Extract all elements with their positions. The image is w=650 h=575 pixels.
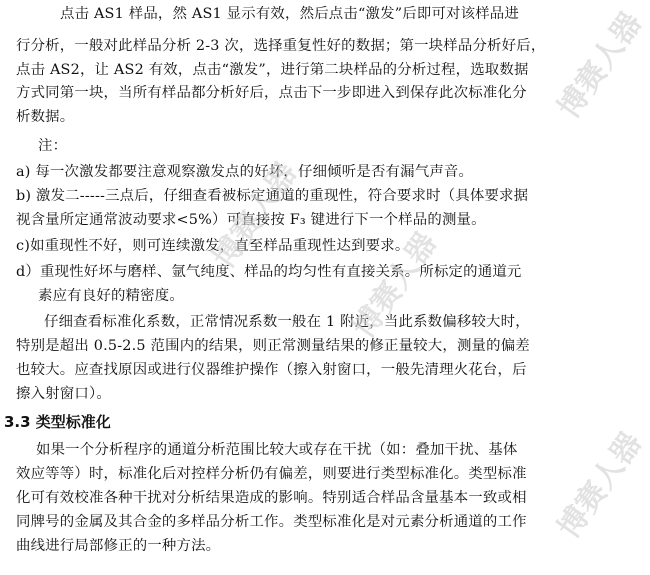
note-item-d: d）重现性好坏与磨样、氩气纯度、样品的均匀性有直接关系。所标定的通道元 <box>16 264 522 280</box>
text-line: 特别是超出 0.5-2.5 范围内的结果，则正常测量结果的修正量较大，测量的偏差 <box>16 338 530 354</box>
text-line: 效应等等）时，标准化后对控样分析仍有偏差，则要进行类型标准化。类型标准 <box>16 466 527 482</box>
watermark-text: 博赛人器 <box>551 426 650 545</box>
note-item-b: b) 激发二-----三点后，仔细查看被标定通道的重现性，符合要求时（具体要求据 <box>16 188 529 204</box>
note-item-a: a) 每一次激发都要注意观察激发点的好坏，仔细倾听是否有漏气声音。 <box>16 164 474 180</box>
text-line: 行分析，一般对此样品分析 2-3 次，选择重复性好的数据；第一块样品分析好后， <box>16 38 546 54</box>
text-line: 化可有效校准各种干扰对分析结果造成的影响。特别适合样品含量基本一致或相 <box>16 490 527 506</box>
text-line: 也较大。应查找原因或进行仪器维护操作（擦入射窗口，一般先清理火花台，后 <box>16 362 527 378</box>
watermark-text: 博赛人器 <box>551 6 650 125</box>
text-line: 如果一个分析程序的通道分析范围比较大或存在干扰（如：叠加干扰、基体 <box>36 442 518 458</box>
watermark-text: 博赛人器 <box>346 226 445 345</box>
text-line: 曲线进行局部修正的一种方法。 <box>16 538 221 554</box>
text-line: 点击 AS1 样品，然 AS1 显示有效，然后点击“激发”后即可对该样品进 <box>60 6 519 22</box>
text-line: 擦入射窗口）。 <box>16 386 111 402</box>
note-label: 注： <box>38 138 68 154</box>
section-heading: 3.3 类型标准化 <box>4 413 111 431</box>
note-item-c: c)如重现性不好，则可连续激发，直至样品重现性达到要求。 <box>16 238 410 254</box>
text-line: 视含量所定通常波动要求<5%）可直接按 F₃ 键进行下一个样品的测量。 <box>16 212 486 228</box>
text-line: 点击 AS2，让 AS2 有效，点击“激发”，进行第二块样品的分析过程，选取数据 <box>16 62 529 78</box>
text-line: 同牌号的金属及其合金的多样品分析工作。类型标准化是对元素分析通道的工作 <box>16 514 527 530</box>
text-line: 素应有良好的精密度。 <box>38 288 184 304</box>
text-line: 析数据。 <box>16 109 75 125</box>
text-line: 方式同第一块，当所有样品都分析好后，点击下一步即进入到保存此次标准化分 <box>16 85 527 101</box>
watermark-text: 博赛人器 <box>206 156 305 275</box>
text-line: 仔细查看标准化系数，正常情况系数一般在 1 附近，当此系数偏移较大时， <box>44 314 530 330</box>
